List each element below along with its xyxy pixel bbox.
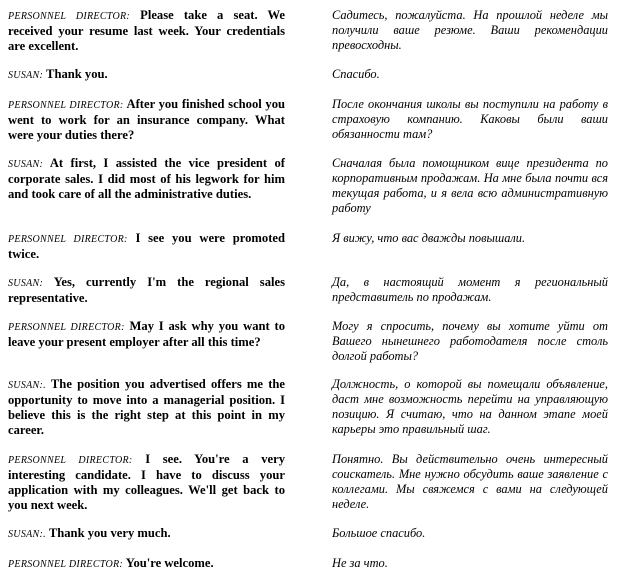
speaker-label: SUSAN:: [8, 278, 44, 289]
russian-line: Большое спасибо.: [332, 526, 426, 540]
speaker-label: SUSAN:.: [8, 529, 46, 540]
english-text: Thank you.: [43, 67, 108, 81]
english-line: [8, 156, 285, 202]
russian-line: Могу я спросить, почему вы хотите уйти от Вашего нынешнего работодателя после столь долгой работы?: [332, 319, 608, 363]
english-line: [8, 452, 285, 513]
english-text: I see. You're a very interesting candidate. I have to discuss your application with my colleagues. We'll get back to you next week.: [8, 452, 285, 512]
english-text: Please take a seat. We received your resume last week. Your credentials are excellent.: [8, 8, 285, 53]
speaker-label: PERSONNEL DIRECTOR:: [8, 11, 131, 22]
russian-line: Да, в настоящий момент я региональный представитель по продажам.: [332, 275, 608, 304]
speaker-label: PERSONNEL DIRECTOR:: [8, 100, 124, 111]
speaker-label: PERSONNEL DIRECTOR:: [8, 455, 133, 466]
russian-line: Спасибо.: [332, 67, 380, 81]
speaker-label: PERSONNEL DIRECTOR:: [8, 559, 124, 570]
english-line: [8, 556, 285, 572]
english-text: After you finished school you went to work for an insurance company. What were your duties there?: [8, 97, 285, 142]
russian-line: Сначалая была помощником вице президента по корпоративным продажам. На мне была почти вся текущая работа, и я вела всю административную работу: [332, 156, 608, 215]
speaker-label: SUSAN:.: [8, 380, 46, 391]
english-text: I see you were promoted twice.: [8, 231, 285, 261]
english-line: [8, 8, 285, 54]
russian-line: После окончания школы вы поступили на работу в страховую компанию. Каковы были ваши обязанности там?: [332, 97, 608, 141]
english-text: May I ask why you want to leave your present employer after all this time?: [8, 319, 285, 349]
speaker-label: SUSAN:: [8, 70, 44, 81]
russian-line: Садитесь, пожалуйста. На прошлой неделе мы получили ваше резюме. Ваши рекомендации превосходны.: [332, 8, 608, 52]
english-text: At first, I assisted the vice president of corporate sales. I did most of his legwork for him and took care of all the administrative duties.: [8, 156, 285, 201]
english-line: [8, 319, 285, 350]
english-line: [8, 377, 285, 438]
russian-line: Понятно. Вы действительно очень интересный соискатель. Мне нужно обсудить ваше заявление с коллегами. Мы свяжемся с вами на следующей неделе.: [332, 452, 608, 511]
russian-line: Должность, о которой вы помещали объявление, даст мне возможность перейти на управляющую позицию. Я считаю, что на данном этапе моей карьеры это правильный шаг.: [332, 377, 608, 436]
english-line: [8, 67, 285, 83]
speaker-label: PERSONNEL DIRECTOR:: [8, 322, 125, 333]
english-line: [8, 231, 285, 262]
speaker-label: SUSAN:: [8, 159, 44, 170]
english-text: The position you advertised offers me the opportunity to move into a managerial position. I believe this is the right step at this point in my career.: [8, 377, 285, 437]
english-text: Yes, currently I'm the regional sales representative.: [8, 275, 285, 305]
english-text: Thank you very much.: [45, 526, 171, 540]
english-line: [8, 526, 285, 542]
speaker-label: PERSONNEL DIRECTOR:: [8, 234, 128, 245]
russian-line: Я вижу, что вас дважды повышали.: [332, 231, 526, 245]
english-text: You're welcome.: [123, 556, 214, 570]
russian-line: Не за что.: [332, 556, 388, 570]
english-line: [8, 97, 285, 143]
english-line: [8, 275, 285, 306]
